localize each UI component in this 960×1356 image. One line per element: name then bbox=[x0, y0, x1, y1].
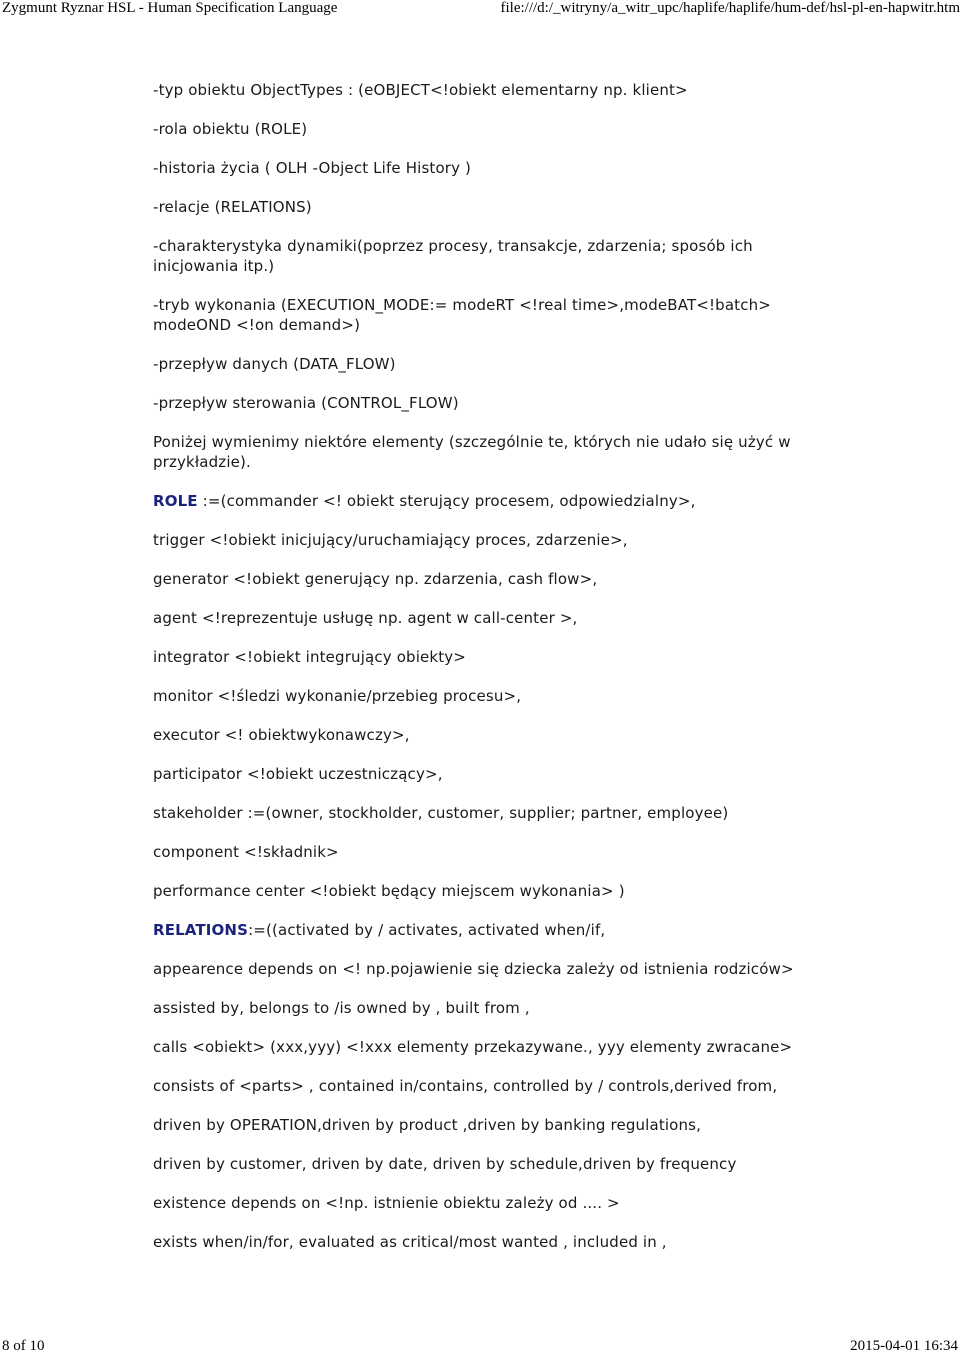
page-footer bbox=[0, 1338, 960, 1356]
role-keyword: ROLE bbox=[153, 492, 198, 510]
role-item: component <!składnik> bbox=[153, 843, 339, 861]
role-item: stakeholder :=(owner, stockholder, customer, supplier; partner, employee) bbox=[153, 804, 729, 822]
page-header bbox=[0, 0, 960, 20]
relations-item: consists of <parts> , contained in/contains, controlled by / controls,derived from, bbox=[153, 1077, 778, 1095]
text-line: -tryb wykonania (EXECUTION_MODE:= modeRT <!real time>,modeBAT<!batch> modeOND <!on demand>) bbox=[153, 296, 776, 334]
role-item: agent <!reprezentuje usługę np. agent w call-center >, bbox=[153, 609, 578, 627]
text-line: -charakterystyka dynamiki(poprzez procesy, transakcje, zdarzenia; sposób ich inicjowania itp.) bbox=[153, 237, 758, 275]
document-title: Zygmunt Ryznar HSL - Human Specification Language bbox=[2, 0, 338, 16]
text-line: -przepływ sterowania (CONTROL_FLOW) bbox=[153, 394, 459, 412]
relations-first-line: :=((activated by / activates, activated when/if, bbox=[248, 921, 606, 939]
text-line: -historia życia ( OLH -Object Life History ) bbox=[153, 159, 472, 177]
text-line: Poniżej wymienimy niektóre elementy (szczególnie te, których nie udało się użyć w przykładzie). bbox=[153, 433, 796, 471]
relations-item: driven by OPERATION,driven by product ,driven by banking regulations, bbox=[153, 1116, 702, 1134]
text-line: -przepływ danych (DATA_FLOW) bbox=[153, 355, 396, 373]
relations-item: assisted by, belongs to /is owned by , built from , bbox=[153, 999, 530, 1017]
role-item: generator <!obiekt generujący np. zdarzenia, cash flow>, bbox=[153, 570, 598, 588]
relations-definition bbox=[153, 920, 833, 940]
relations-item: driven by customer, driven by date, driven by schedule,driven by frequency bbox=[153, 1155, 737, 1173]
document-body bbox=[153, 80, 833, 1252]
role-item: monitor <!śledzi wykonanie/przebieg procesu>, bbox=[153, 687, 522, 705]
role-item: performance center <!obiekt będący miejscem wykonania> ) bbox=[153, 882, 625, 900]
role-item: trigger <!obiekt inicjujący/uruchamiający proces, zdarzenie>, bbox=[153, 531, 628, 549]
relations-item: appearence depends on <! np.pojawienie się dziecka zależy od istnienia rodziców> bbox=[153, 960, 794, 978]
relations-item: calls <obiekt> (xxx,yyy) <!xxx elementy przekazywane., yyy elementy zwracane> bbox=[153, 1038, 793, 1056]
document-url: file:///d:/_witryny/a_witr_upc/haplife/haplife/hum-def/hsl-pl-en-hapwitr.htm bbox=[500, 0, 960, 16]
relations-keyword: RELATIONS bbox=[153, 921, 249, 939]
text-line: -typ obiektu ObjectTypes : (eOBJECT<!obiekt elementarny np. klient> bbox=[153, 81, 688, 99]
role-definition bbox=[153, 491, 833, 511]
role-first-line: :=(commander <! obiekt sterujący procesem, odpowiedzialny>, bbox=[202, 492, 696, 510]
text-line: -rola obiektu (ROLE) bbox=[153, 120, 308, 138]
role-item: integrator <!obiekt integrujący obiekty> bbox=[153, 648, 467, 666]
text-line: -relacje (RELATIONS) bbox=[153, 198, 312, 216]
print-timestamp: 2015-04-01 16:34 bbox=[850, 1338, 958, 1354]
relations-item: exists when/in/for, evaluated as critical/most wanted , included in , bbox=[153, 1233, 667, 1251]
page-counter: 8 of 10 bbox=[2, 1338, 45, 1354]
role-item: executor <! obiektwykonawczy>, bbox=[153, 726, 410, 744]
relations-item: existence depends on <!np. istnienie obiektu zależy od .... > bbox=[153, 1194, 620, 1212]
role-item: participator <!obiekt uczestniczący>, bbox=[153, 765, 443, 783]
